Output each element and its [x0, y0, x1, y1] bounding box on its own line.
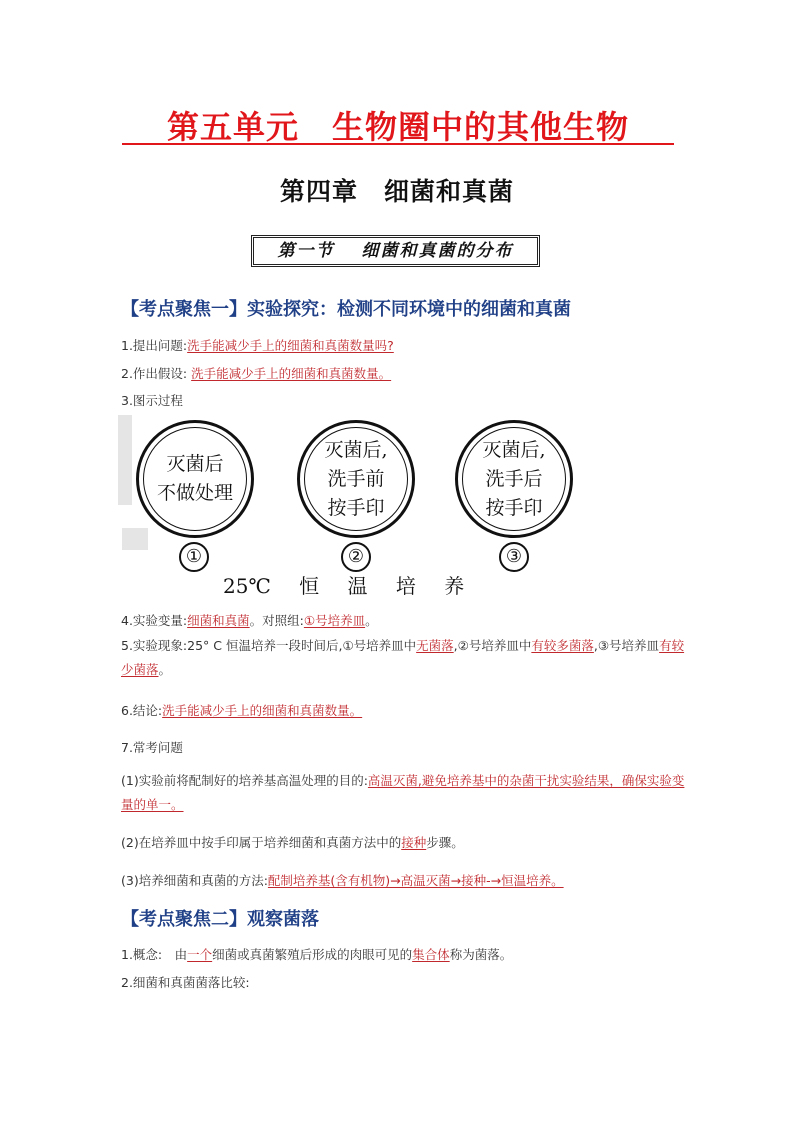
- dish-3-line-1: 灭菌后,: [482, 438, 546, 461]
- question-7-2: [121, 833, 464, 851]
- q7-3-answer: 配制培养基(含有机物)→高温灭菌→接种-→恒温培养。: [267, 873, 564, 888]
- q5-end: 。: [158, 662, 172, 677]
- chapter-title: 第四章 细菌和真菌: [279, 177, 514, 206]
- petri-dish-3: [455, 420, 573, 538]
- dish-2-line-2: 洗手前: [327, 467, 385, 490]
- focus2-heading: 【考点聚焦二】观察菌落: [121, 909, 319, 930]
- concept-mid: 细菌或真菌繁殖后形成的肉眼可见的: [212, 947, 413, 962]
- petri-dish-2: [297, 420, 415, 538]
- scan-noise: [118, 415, 132, 505]
- q5-mid-2: ,③号培养皿: [593, 638, 660, 653]
- petri-dish-illustration: [118, 410, 678, 600]
- q1-label: 1.提出问题:: [121, 338, 188, 353]
- dish-2-number: ②: [341, 542, 371, 572]
- question-7-3: [121, 871, 564, 889]
- question-6: [121, 701, 362, 719]
- q4-end: 。: [365, 613, 378, 628]
- dish-3-line-2: 洗手后: [485, 467, 543, 490]
- scan-noise: [122, 528, 148, 550]
- q2-label: 2.作出假设:: [121, 366, 192, 381]
- q5-answer-2: 有较多菌落: [531, 638, 594, 653]
- q4-label: 4.实验变量:: [121, 613, 188, 628]
- question-1: [121, 336, 394, 354]
- dish-3-line-3: 按手印: [485, 496, 543, 519]
- q4-answer-variable: 细菌和真菌: [187, 613, 250, 628]
- concept-end: 称为菌落。: [449, 947, 513, 962]
- petri-dish-1: [136, 420, 254, 538]
- question-5: [121, 634, 691, 682]
- concept-pre: 1.概念: 由: [121, 947, 188, 962]
- concept-answer-2: 集合体: [412, 947, 450, 962]
- incubation-label: 25℃ 恒 温 培 养: [223, 574, 465, 598]
- dish-1-line-1: 灭菌后: [166, 453, 224, 475]
- concept-answer-1: 一个: [187, 947, 213, 962]
- q7-2-end: 步骤。: [426, 835, 464, 850]
- question-7: 7.常考问题: [121, 740, 183, 755]
- dish-3-number: ③: [499, 542, 529, 572]
- focus1-heading: 【考点聚焦一】实验探究：检测不同环境中的细菌和真菌: [121, 299, 571, 320]
- question-3: 3.图示过程: [121, 393, 183, 408]
- q5-mid-1: ,②号培养皿中: [453, 638, 532, 653]
- dish-2-line-1: 灭菌后,: [324, 438, 388, 461]
- q1-answer: 洗手能减少手上的细菌和真菌数量吗?: [187, 338, 394, 353]
- q5-answer-1: 无菌落: [416, 638, 454, 653]
- question-2: [121, 364, 391, 382]
- q2-answer: 洗手能减少手上的细菌和真菌数量。: [191, 366, 392, 381]
- q7-2-answer: 接种: [401, 835, 427, 850]
- title-underline: [122, 143, 674, 145]
- q7-1-pre: (1)实验前将配制好的培养基高温处理的目的:: [121, 773, 368, 788]
- question-7-1: [121, 769, 691, 817]
- question-4: [121, 611, 378, 629]
- q5-pre: 5.实验现象:25° C 恒温培养一段时间后,①号培养皿中: [121, 638, 417, 653]
- concept-line: [121, 945, 512, 963]
- dish-1-number: ①: [179, 542, 209, 572]
- dish-2-line-3: 按手印: [327, 496, 385, 519]
- q7-1-answer: 高温灭菌,避免培养基中的杂菌干扰实验结果，确保实验变量的单一。: [121, 773, 685, 812]
- q6-answer: 洗手能减少手上的细菌和真菌数量。: [162, 703, 363, 718]
- q7-2-pre: (2)在培养皿中按手印属于培养细菌和真菌方法中的: [121, 835, 402, 850]
- q4-answer-control: ①号培养皿: [303, 613, 366, 628]
- q4-mid: 。对照组:: [249, 613, 304, 628]
- unit-title: 第五单元 生物圈中的其他生物: [166, 108, 629, 146]
- q7-3-pre: (3)培养细菌和真菌的方法:: [121, 873, 268, 888]
- section-title-box: 第一节 细菌和真菌的分布: [251, 235, 540, 267]
- comparison-line: 2.细菌和真菌菌落比较:: [121, 975, 250, 990]
- q5-answer-3: 有较少菌落: [121, 638, 685, 677]
- dish-1-line-2: 不做处理: [156, 482, 233, 504]
- q6-label: 6.结论:: [121, 703, 163, 718]
